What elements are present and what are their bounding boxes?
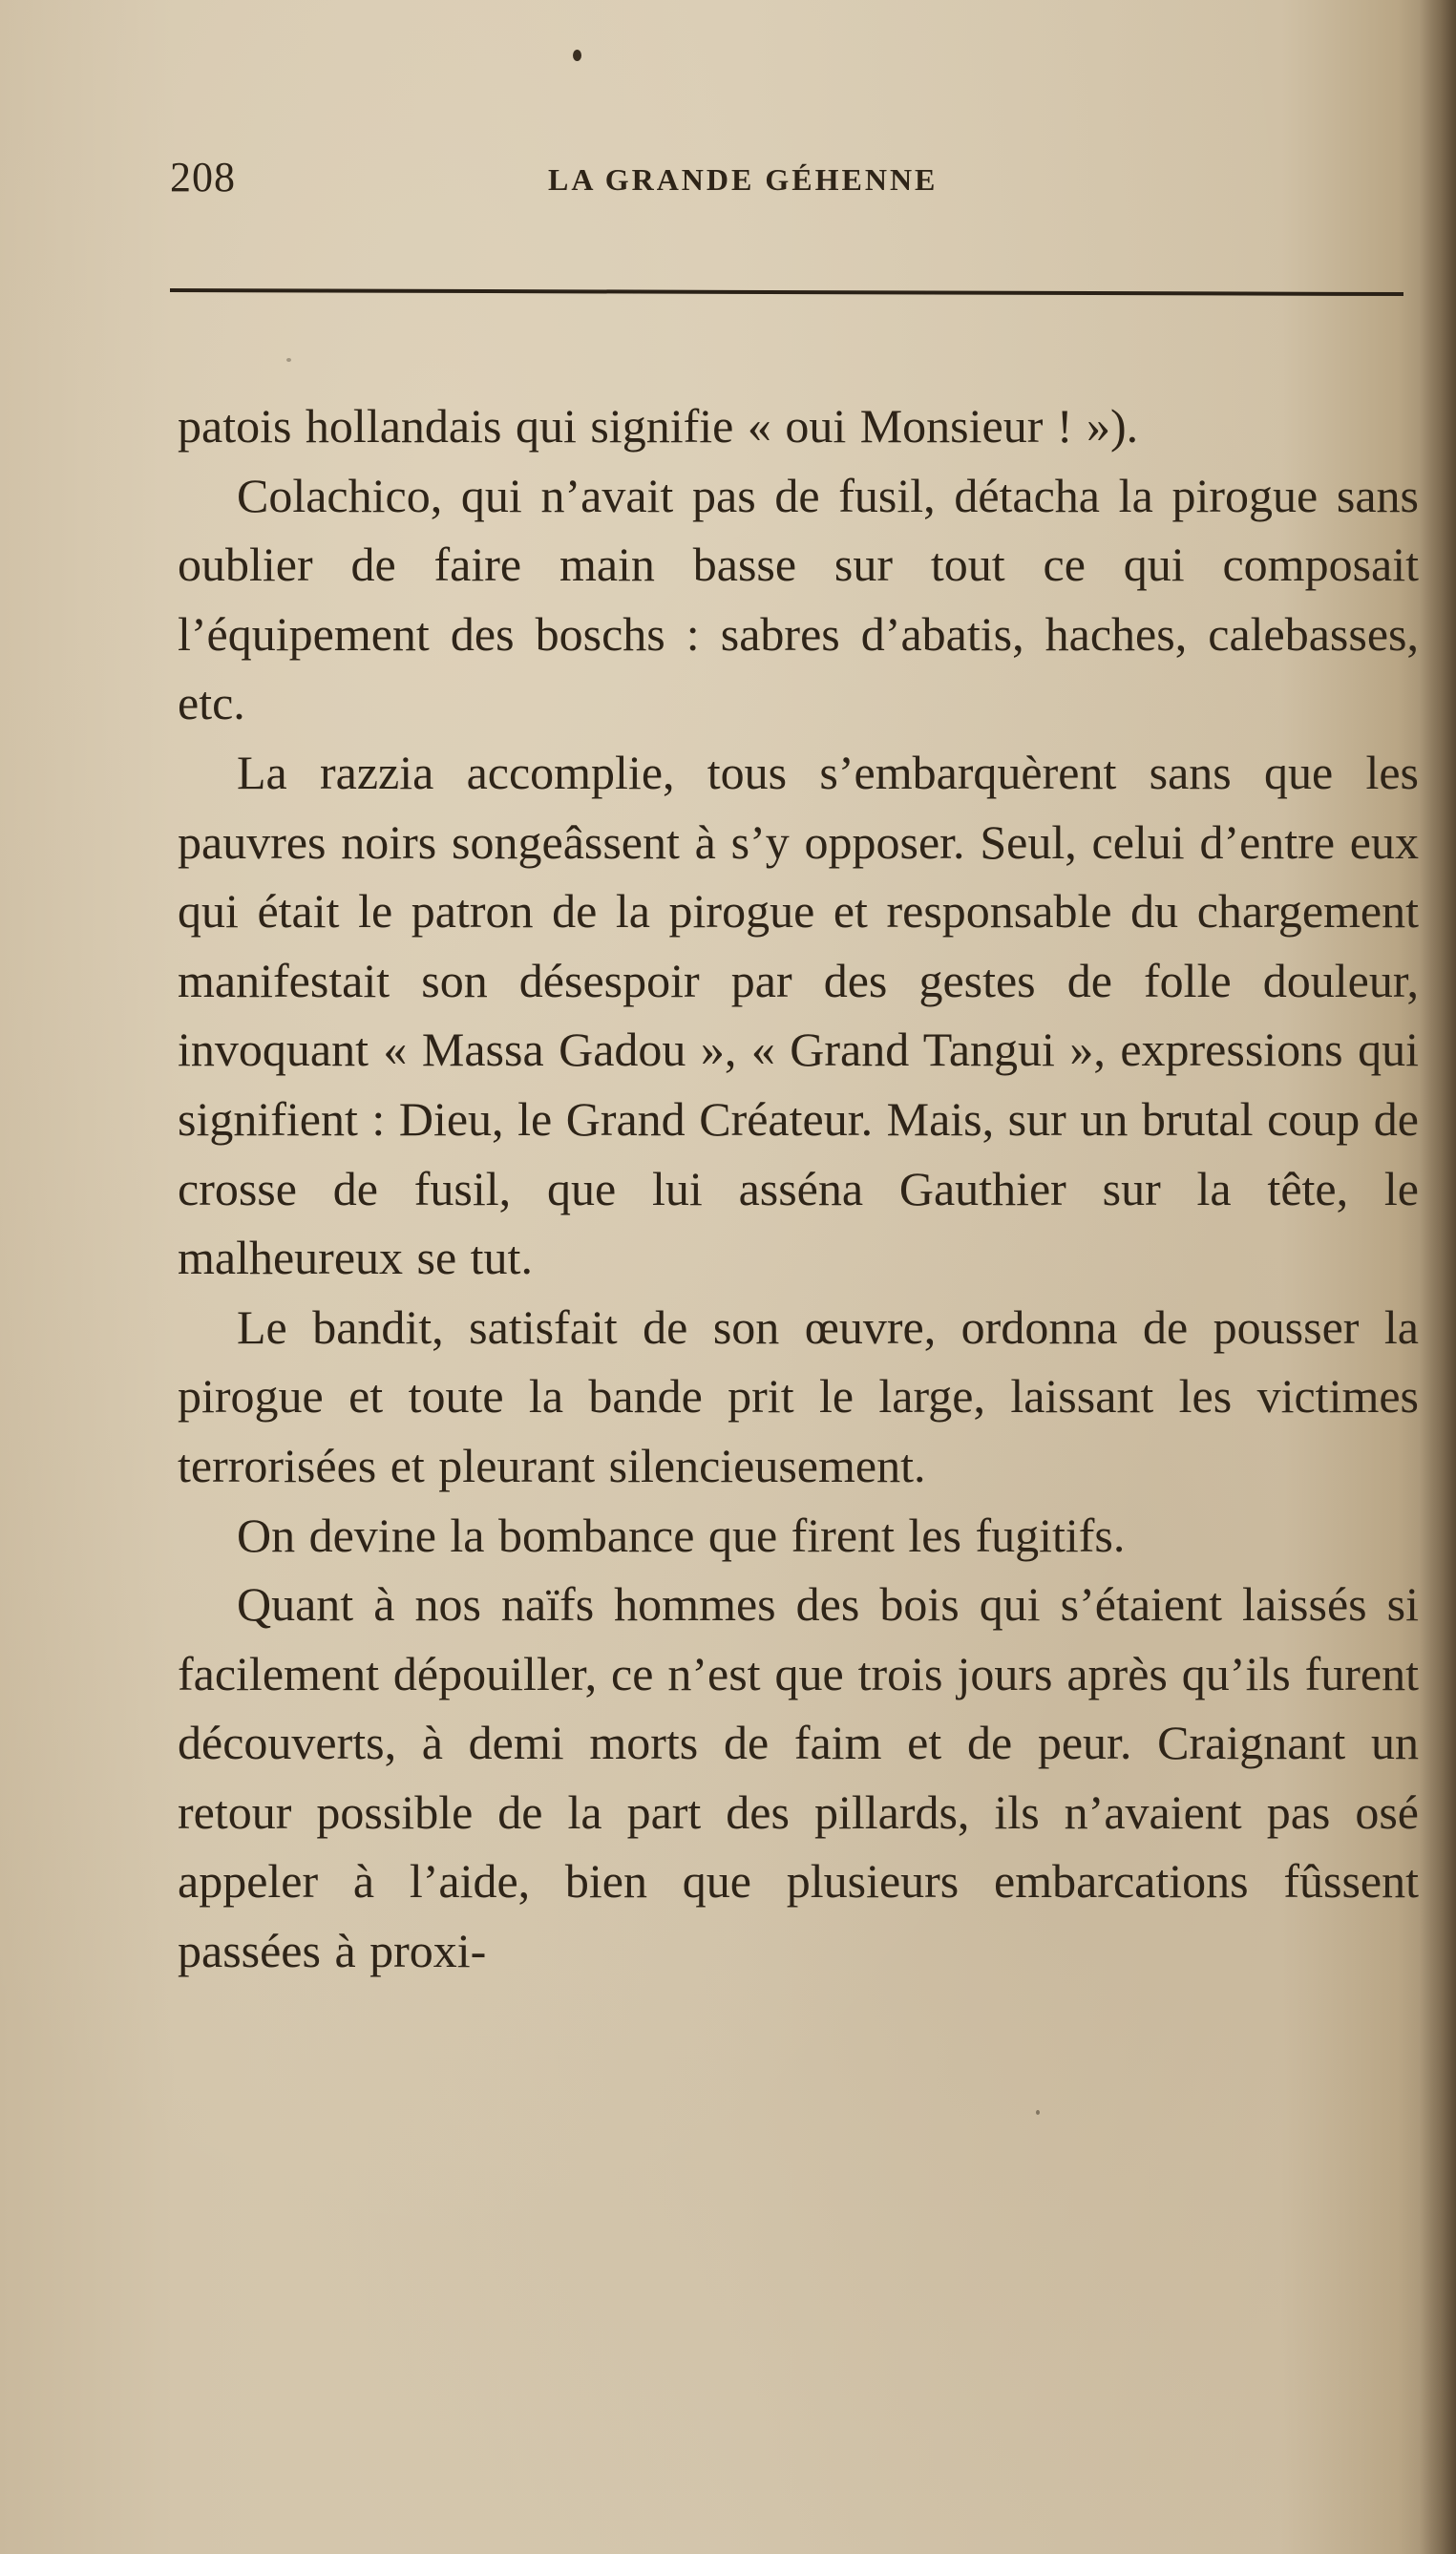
ink-speck xyxy=(286,358,291,362)
book-title: LA GRANDE GÉHENNE xyxy=(548,162,939,197)
ink-speck xyxy=(573,50,581,61)
running-head xyxy=(170,153,1402,210)
paragraph: Le bandit, satisfait de son œuvre, ordonna de pousser la pirogue et toute la bande prit le large, laissant les victimes terrorisées et pleurant silencieusement. xyxy=(178,1299,1419,1492)
paragraph: Colachico, qui n’avait pas de fusil, détacha la pirogue sans oublier de faire main basse sur tout ce qui composait l’équipement des boschs : sabres d’abatis, haches, calebasses, etc. xyxy=(178,468,1419,730)
ink-speck xyxy=(1036,2110,1040,2115)
body-text xyxy=(178,391,1419,1986)
page-number: 208 xyxy=(170,154,236,201)
paragraph: On devine la bombance que firent les fugitifs. xyxy=(237,1508,1126,1562)
paragraph: patois hollandais qui signifie « oui Monsieur ! »). xyxy=(178,399,1139,453)
paragraph: Quant à nos naïfs hommes des bois qui s’étaient laissés si facilement dépouiller, ce n’est que trois jours après qu’ils furent découverts, à demi morts de faim et de peur. Craignant un retour possible de la part des pillards, ils n’avaient pas osé appeler à l’aide, bien que plusieurs embarcations fûssent passées à proxi- xyxy=(178,1577,1419,1978)
page-edge-shadow xyxy=(1420,0,1456,2554)
paragraph: La razzia accomplie, tous s’embarquèrent sans que les pauvres noirs songeâssent à s’y opposer. Seul, celui d’entre eux qui était le patron de la pirogue et responsable du chargement manifestait son désespoir par des gestes de folle douleur, invoquant « Massa Gadou », « Grand Tangui », expressions qui signifient : Dieu, le Grand Créateur. Mais, sur un brutal coup de crosse de fusil, que lui asséna Gauthier sur la tête, le malheureux se tut. xyxy=(178,745,1419,1285)
header-rule xyxy=(170,288,1403,296)
